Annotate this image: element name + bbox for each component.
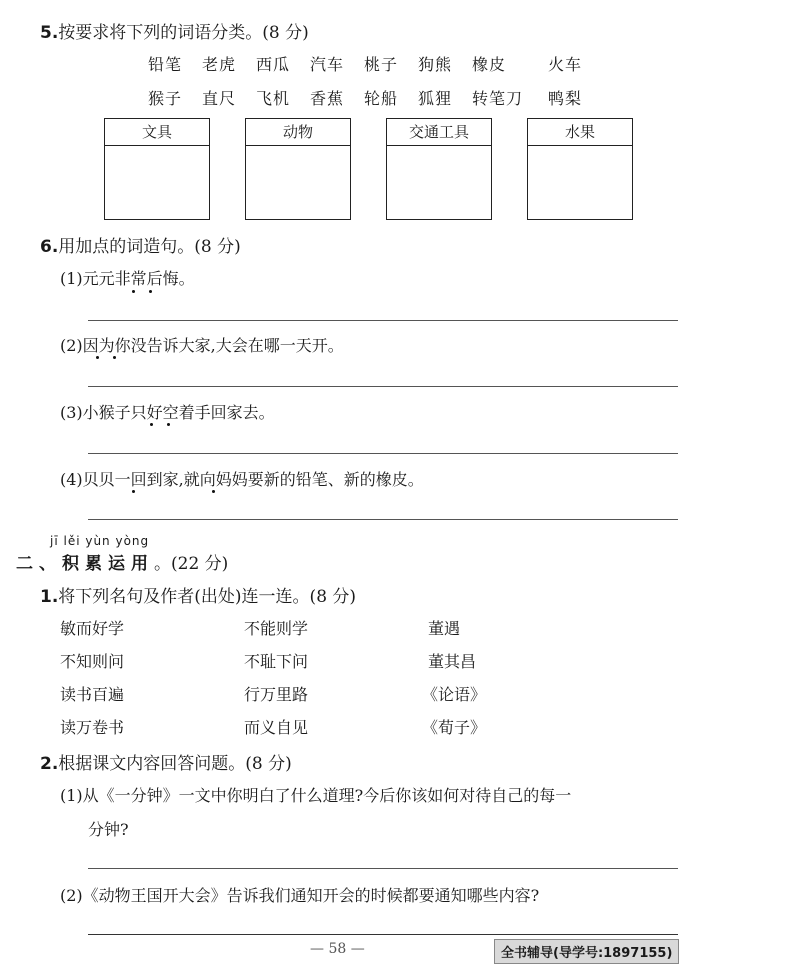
author-source[interactable]: 《荀子》 <box>422 718 487 737</box>
quote-left[interactable]: 敏而好学 <box>60 619 125 638</box>
word: 狐狸 <box>418 89 453 108</box>
q5-word-row-2 <box>148 86 602 109</box>
answer-line[interactable] <box>88 453 678 454</box>
quote-right[interactable]: 行万里路 <box>244 685 309 704</box>
word: 轮船 <box>364 89 399 108</box>
quote-left[interactable]: 读书百遍 <box>60 685 125 704</box>
q5-text: 按要求将下列的词语分类。(8 分) <box>58 23 309 43</box>
word: 铅笔 <box>148 55 183 74</box>
author-source[interactable]: 董其昌 <box>428 652 477 671</box>
emphasis-dot <box>96 356 99 359</box>
word: 火车 <box>548 55 583 74</box>
answer-line[interactable] <box>88 868 678 869</box>
word: 老虎 <box>202 55 237 74</box>
emphasis-dot <box>150 423 153 426</box>
quote-right[interactable]: 不能则学 <box>244 619 309 638</box>
s2q2-text: 根据课文内容回答问题。(8 分) <box>58 754 292 774</box>
s2q1-number: 1. <box>40 587 59 607</box>
s2q2-question-1b: 分钟? <box>88 820 129 839</box>
emphasis-dot <box>113 356 116 359</box>
word: 香蕉 <box>310 89 345 108</box>
s2q1-heading <box>40 582 356 607</box>
s2q2-question-1a: (1)从《一分钟》一文中你明白了什么道理?今后你该如何对待自己的每一 <box>60 786 572 805</box>
category-box-title: 交通工具 <box>387 119 491 146</box>
quote-left[interactable]: 不知则问 <box>60 652 125 671</box>
emphasis-dot <box>167 423 170 426</box>
q6-heading <box>40 232 241 257</box>
page-number: — 58 — <box>310 941 365 957</box>
word: 橡皮 <box>472 55 507 74</box>
q6-number: 6. <box>40 237 59 257</box>
quote-right[interactable]: 不耻下问 <box>244 652 309 671</box>
word: 飞机 <box>256 89 291 108</box>
category-box-title: 动物 <box>246 119 350 146</box>
emphasis-dot <box>132 490 135 493</box>
s2q2-heading <box>40 749 292 774</box>
s2q1-text: 将下列名句及作者(出处)连一连。(8 分) <box>58 587 357 607</box>
word: 汽车 <box>310 55 345 74</box>
q6-text: 用加点的词造句。(8 分) <box>58 237 241 257</box>
q6-sentence-3: (3)小猴子只好空着手回家去。 <box>60 403 275 422</box>
q6-sentence-1: (1)元元非常后悔。 <box>60 269 195 288</box>
category-box-transport[interactable] <box>386 118 492 220</box>
category-box-animals[interactable] <box>245 118 351 220</box>
word: 狗熊 <box>418 55 453 74</box>
q5-heading <box>40 18 309 43</box>
section2-label: 二、积累运用 <box>16 554 154 574</box>
q5-word-row-1 <box>148 52 602 75</box>
emphasis-dot <box>132 290 135 293</box>
word: 西瓜 <box>256 55 291 74</box>
q5-number: 5. <box>40 23 59 43</box>
answer-line[interactable] <box>88 386 678 387</box>
word: 转笔刀 <box>472 89 524 108</box>
quote-right[interactable]: 而义自见 <box>244 718 309 737</box>
category-box-stationery[interactable] <box>104 118 210 220</box>
word: 猴子 <box>148 89 183 108</box>
section2-pinyin: jī lěi yùn yòng <box>50 534 150 548</box>
book-badge: 全书辅导(导学号:1897155) <box>494 939 679 964</box>
s2q2-number: 2. <box>40 754 59 774</box>
answer-line[interactable] <box>88 320 678 321</box>
emphasis-dot <box>149 290 152 293</box>
author-source[interactable]: 《论语》 <box>422 685 487 704</box>
category-box-fruit[interactable] <box>527 118 633 220</box>
q6-sentence-4: (4)贝贝一回到家,就向妈妈要新的铅笔、新的橡皮。 <box>60 470 424 489</box>
section2-score: 。(22 分) <box>154 554 229 574</box>
category-box-title: 水果 <box>528 119 632 146</box>
category-box-title: 文具 <box>105 119 209 146</box>
answer-line[interactable] <box>88 519 678 520</box>
emphasis-dot <box>212 490 215 493</box>
word: 桃子 <box>364 55 399 74</box>
quote-left[interactable]: 读万卷书 <box>60 718 125 737</box>
word: 直尺 <box>202 89 237 108</box>
s2q2-question-2: (2)《动物王国开大会》告诉我们通知开会的时候都要通知哪些内容? <box>60 886 540 905</box>
author-source[interactable]: 董遇 <box>428 619 461 638</box>
section2-heading <box>16 549 228 574</box>
word: 鸭梨 <box>548 89 583 108</box>
q6-sentence-2: (2)因为你没告诉大家,大会在哪一天开。 <box>60 336 344 355</box>
footer-rule <box>88 934 678 935</box>
